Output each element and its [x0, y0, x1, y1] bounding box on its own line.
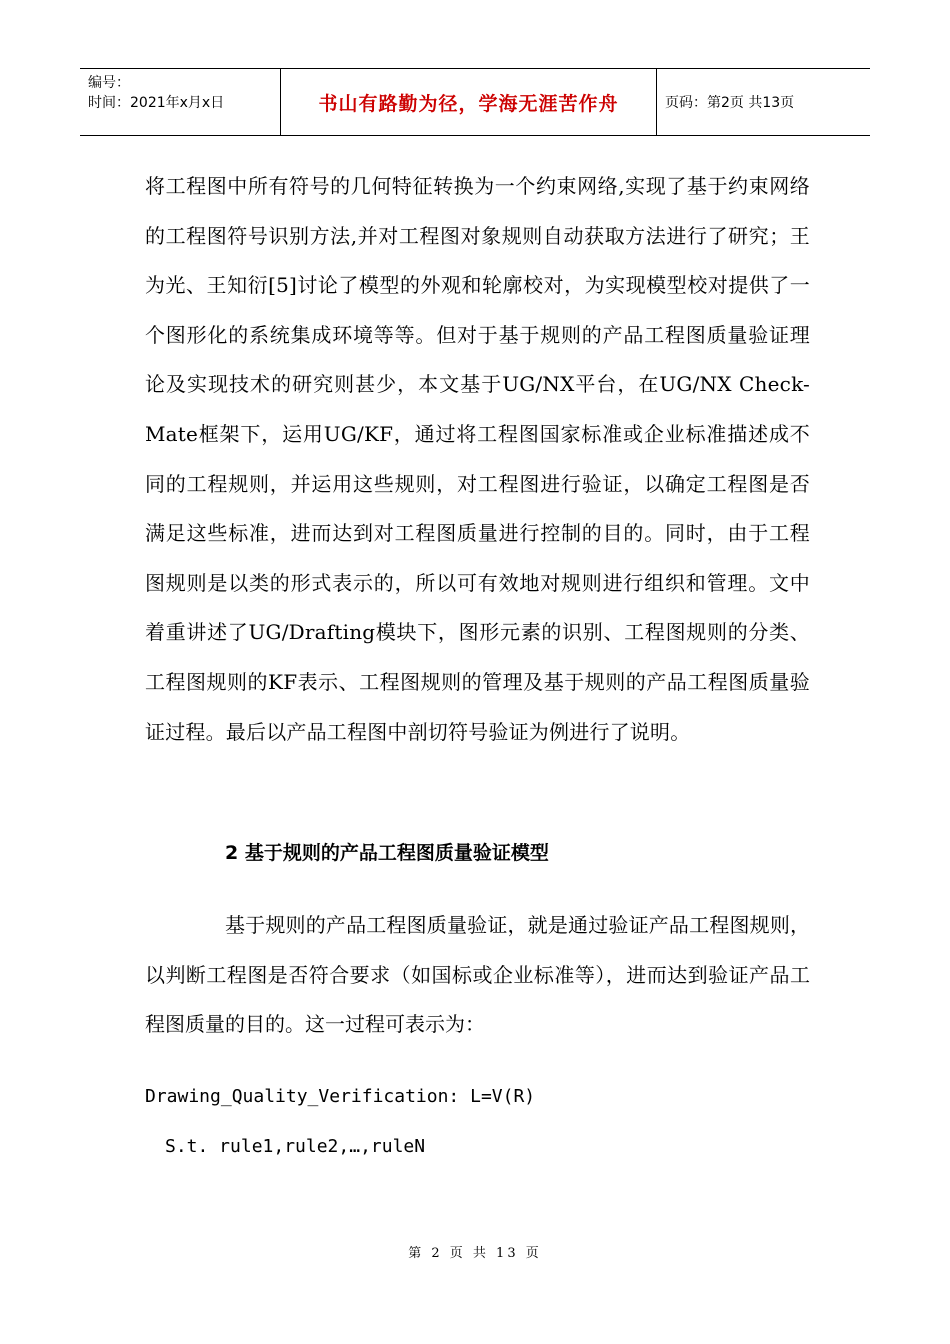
document-header	[80, 68, 870, 136]
header-motto: 书山有路勤为径，学海无涯苦作舟	[281, 69, 657, 135]
page-footer: 第 2 页 共 13 页	[408, 1246, 542, 1261]
body-paragraph: 将工程图中所有符号的几何特征转换为一个约束网络,实现了基于约束网络的工程图符号识别方法,并对工程图对象规则自动获取方法进行了研究；王为光、王知衍[5]讨论了模型的外观和轮廓校对，为实现模型校对提供了一个图形化的系统集成环境等等。但对于基于规则的产品工程图质量验证理论及实现技术的研究则甚少，本文基于UG/NX平台，在UG/NX Check-Mate框架下，运用UG/KF，通过将工程图国家标准或企业标准描述成不同的工程规则，并运用这些规则，对工程图进行验证，以确定工程图是否满足这些标准，进而达到对工程图质量进行控制的目的。同时，由于工程图规则是以类的形式表示的，所以可有效地对规则进行组织和管理。文中着重讲述了UG/Drafting模块下，图形元素的识别、工程图规则的分类、工程图规则的KF表示、工程图规则的管理及基于规则的产品工程图质量验证过程。最后以产品工程图中剖切符号验证为例进行了说明。	[145, 174, 810, 744]
formula-constraint-line: S.t. rule1,rule2,…,ruleN	[165, 1136, 426, 1157]
body-content	[145, 162, 810, 757]
document-date: 时间：2021年x月x日	[88, 95, 225, 111]
document-number-label: 编号：	[88, 75, 130, 91]
body-paragraph: 基于规则的产品工程图质量验证，就是通过验证产品工程图规则，以判断工程图是否符合要求（如国标或企业标准等），进而达到验证产品工程图质量的目的。这一过程可表示为：	[145, 913, 810, 1037]
formula-line: Drawing_Quality_Verification: L=V(R)	[145, 1086, 536, 1107]
section-heading: 2 基于规则的产品工程图质量验证模型	[225, 842, 549, 864]
header-meta	[80, 69, 281, 135]
header-page-info: 页码：第2页 共13页	[665, 95, 795, 111]
